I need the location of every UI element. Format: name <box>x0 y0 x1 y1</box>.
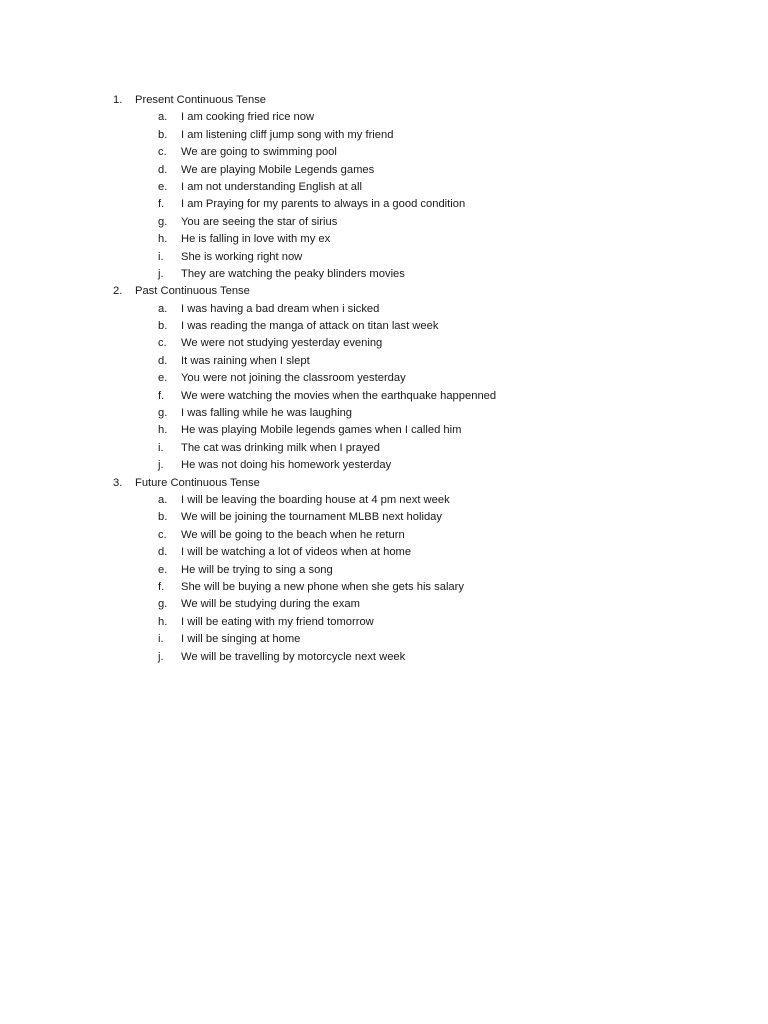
section-number: 2. <box>113 285 123 298</box>
list-item-sentence: We will be joining the tournament MLBB next holiday <box>181 511 442 524</box>
list-item-letter: h. <box>158 615 168 628</box>
list-item <box>0 440 768 457</box>
list-item <box>0 162 768 179</box>
list-item-letter: c. <box>158 528 167 541</box>
list-item-sentence: We will be studying during the exam <box>181 598 360 611</box>
list-item <box>0 144 768 161</box>
list-item-sentence: It was raining when I slept <box>181 354 310 367</box>
list-item-sentence: He was not doing his homework yesterday <box>181 459 392 472</box>
list-item-letter: a. <box>158 493 168 506</box>
list-item <box>0 266 768 283</box>
list-item <box>0 335 768 352</box>
list-item <box>0 405 768 422</box>
list-item-sentence: I was having a bad dream when i sicked <box>181 302 380 315</box>
section-number: 3. <box>113 476 123 489</box>
section-heading <box>0 92 768 109</box>
list-item-letter: h. <box>158 233 168 246</box>
list-item-letter: g. <box>158 215 168 228</box>
list-item <box>0 231 768 248</box>
list-item <box>0 631 768 648</box>
list-item <box>0 422 768 439</box>
list-item <box>0 353 768 370</box>
list-item <box>0 457 768 474</box>
list-item-letter: i. <box>158 441 164 454</box>
list-item-sentence: He was playing Mobile legends games when I called him <box>181 424 462 437</box>
list-item-letter: j. <box>158 267 164 280</box>
list-item-letter: j. <box>158 459 164 472</box>
list-item-letter: e. <box>158 180 168 193</box>
list-item-letter: f. <box>158 198 165 211</box>
list-item-letter: j. <box>158 650 164 663</box>
list-item-sentence: I will be eating with my friend tomorrow <box>181 615 374 628</box>
list-item <box>0 109 768 126</box>
list-item-sentence: I was reading the manga of attack on titan last week <box>181 320 439 333</box>
list-item-sentence: We are going to swimming pool <box>181 146 337 159</box>
list-item-letter: g. <box>158 407 168 420</box>
list-item-sentence: I will be singing at home <box>181 633 301 646</box>
list-item-sentence: She is working right now <box>181 250 303 263</box>
section-heading <box>0 283 768 300</box>
list-item-sentence: I am Praying for my parents to always in a good condition <box>181 198 466 211</box>
section-title: Present Continuous Tense <box>135 94 267 106</box>
list-item <box>0 318 768 335</box>
list-item-sentence: You were not joining the classroom yesterday <box>181 372 406 385</box>
list-item-sentence: You are seeing the star of sirius <box>181 215 338 228</box>
list-item-sentence: I am listening cliff jump song with my friend <box>181 128 394 141</box>
list-item <box>0 301 768 318</box>
section-title: Past Continuous Tense <box>135 285 250 298</box>
list-item <box>0 249 768 266</box>
list-item-sentence: We will be going to the beach when he return <box>181 528 405 541</box>
section-title: Future Continuous Tense <box>135 476 260 489</box>
list-item-letter: h. <box>158 424 168 437</box>
list-item-letter: e. <box>158 563 168 576</box>
list-item <box>0 544 768 561</box>
section-number: 1. <box>113 94 123 106</box>
list-item-letter: e. <box>158 372 168 385</box>
list-item <box>0 196 768 213</box>
list-item <box>0 649 768 666</box>
list-item-sentence: They are watching the peaky blinders movies <box>181 267 405 280</box>
list-item-sentence: We will be travelling by motorcycle next week <box>181 650 406 663</box>
list-item-letter: f. <box>158 580 165 593</box>
list-item <box>0 596 768 613</box>
list-item <box>0 179 768 196</box>
list-item <box>0 509 768 526</box>
list-item <box>0 527 768 544</box>
list-item-sentence: I was falling while he was laughing <box>181 407 353 420</box>
list-item <box>0 214 768 231</box>
list-item-letter: d. <box>158 546 168 559</box>
list-item-sentence: He is falling in love with my ex <box>181 233 331 246</box>
list-item-sentence: We were not studying yesterday evening <box>181 337 383 350</box>
list-item-letter: b. <box>158 320 168 333</box>
list-item-sentence: We are playing Mobile Legends games <box>181 163 375 176</box>
list-item-letter: f. <box>158 389 165 402</box>
list-item-sentence: We were watching the movies when the earthquake happenned <box>181 389 497 402</box>
list-item-letter: d. <box>158 354 168 367</box>
list-item-letter: i. <box>158 250 164 263</box>
list-item-letter: g. <box>158 598 168 611</box>
list-item <box>0 579 768 596</box>
list-item-sentence: I am not understanding English at all <box>181 180 362 193</box>
list-item-letter: i. <box>158 633 164 646</box>
list-item-letter: c. <box>158 146 167 159</box>
list-item-letter: b. <box>158 128 168 141</box>
document-body <box>0 92 768 666</box>
list-item <box>0 492 768 509</box>
list-item-sentence: He will be trying to sing a song <box>181 563 333 576</box>
list-item <box>0 614 768 631</box>
list-item-letter: d. <box>158 163 168 176</box>
list-item-sentence: I will be leaving the boarding house at 4 pm next week <box>181 493 450 506</box>
list-item-letter: a. <box>158 111 168 124</box>
list-item <box>0 370 768 387</box>
list-item <box>0 562 768 579</box>
list-item-letter: c. <box>158 337 167 350</box>
list-item-sentence: She will be buying a new phone when she gets his salary <box>181 580 464 593</box>
list-item-sentence: I am cooking fried rice now <box>181 111 315 124</box>
list-item-letter: b. <box>158 511 168 524</box>
list-item <box>0 388 768 405</box>
list-item <box>0 127 768 144</box>
list-item-sentence: I will be watching a lot of videos when at home <box>181 546 412 559</box>
list-item-letter: a. <box>158 302 168 315</box>
list-item-sentence: The cat was drinking milk when I prayed <box>181 441 380 454</box>
section-heading <box>0 475 768 492</box>
